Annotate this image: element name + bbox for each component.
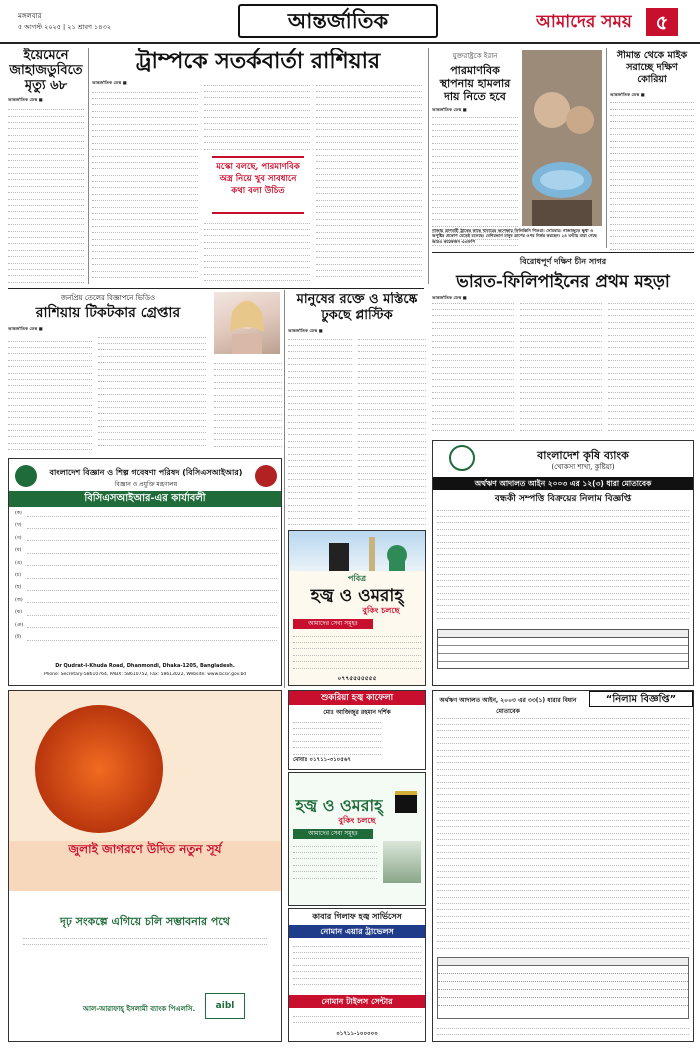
kicker-india-ph: বিরোধপূর্ণ দক্ষিণ চীন সাগর (519, 257, 607, 266)
kaaba-image (289, 531, 425, 571)
body-india-c3 (608, 298, 694, 434)
col-rule (606, 48, 607, 248)
ad-kaba-noman (288, 908, 426, 1042)
ad-hajj-2 (288, 772, 426, 906)
bcsir-item: (চ) (15, 573, 277, 579)
ad-nilam-2 (432, 690, 694, 1042)
story-korea (610, 50, 694, 250)
headline-india-ph: ভারত-ফিলিপাইনের প্রথম মহড়া (456, 272, 670, 292)
gaza-caption-text: গাজায় ত্রাণবাহী ট্রাকের কাছে খাবারের অপেক্ষায় ফিলিস্তিনি শিশুরা। সোমবার। গাজাজুড়ে ক্ষুধা ও অপুষ্টির প্রকোপ বেড়েই চলেছে। বেশিরভাগ মানুষ ত্রাণের ওপর নির্ভর করছেন। ২৪ ঘণ্টায় মারা গেছে আরও কয়েকজন এএফপি (432, 228, 597, 244)
noman-travels: নোমান এয়ার ট্রাভেলস (289, 925, 425, 938)
ad-bcsir (8, 458, 282, 686)
noman-details (293, 1011, 421, 1031)
bcsir-item: (ঝ) (15, 610, 277, 616)
noman-tiles: নোমান টাইলস সেন্টার (289, 995, 425, 1008)
nilam2-footer (437, 1023, 689, 1039)
shukria-phone: মোবাঃ ০১৭১১-৩১০৫৬৭ (293, 757, 351, 763)
story-russia-tiktok (8, 292, 282, 454)
bcsir-item: (ঘ) (15, 548, 277, 554)
body-trump-c2 (204, 80, 310, 150)
story-trump (92, 48, 424, 284)
aibl-logo: aibl (205, 993, 245, 1019)
headline-plastic: মানুষের রক্তে ও মস্তিষ্কে ঢুকছে প্লাস্টিক (296, 292, 418, 323)
byline-iran: আন্তর্জাতিক ডেস্ক ■ (432, 107, 467, 112)
masthead (0, 0, 700, 44)
headline-korea: সীমান্ত থেকে মাইক সরাচ্ছে দক্ষিণ কোরিয়া (616, 50, 688, 85)
krishi-logo (449, 445, 475, 471)
ad-al-arafah (8, 690, 282, 1042)
krishi-law: অর্থঋণ আদালত আইন ২০০৩ এর ১২(৩) ধারা মোতাবেক (433, 477, 693, 490)
byline-plastic: আন্তর্জাতিক ডেস্ক ■ (288, 328, 323, 333)
shukria-details (293, 717, 381, 755)
body-trump-c1 (92, 87, 198, 282)
ad-krishi-bank (432, 440, 694, 686)
hajj2-sub: বুকিং চলছে (338, 816, 376, 825)
bcsir-phone: Phone: Secretary-58610764, PABX: 58610752, Fax: 58613022, Website: www.bcsir.gov.bd (43, 672, 247, 677)
body-plastic-c2 (358, 334, 426, 548)
story-plastic (288, 292, 426, 550)
headline-trump: ট্রাম্পকে সতর্কবার্তা রাশিয়ার (135, 48, 381, 74)
body-korea (610, 98, 694, 250)
hajj2-services (293, 841, 377, 881)
mosque-illustration (289, 531, 425, 571)
krishi-body (437, 505, 689, 625)
tiktoker-photo (214, 292, 280, 354)
headline-russia: রাশিয়ায় টিকটকার গ্রেপ্তার (35, 305, 181, 321)
hajj2-title: হজ্ব ও ওমরাহ্ (295, 796, 383, 815)
arafah-slogan: জুলাই জাগরণে উদিত নতুন সূর্য (68, 842, 222, 856)
bcsir-item: (জ) (15, 598, 277, 604)
ad-shukria (288, 690, 426, 770)
byline-india-ph: আন্তর্জাতিক ডেস্ক ■ (432, 295, 467, 300)
hajj2-tag: আমাদের সেবা সমূহঃ (293, 829, 373, 839)
pullquote-text: মস্কো বলছে, পারমাণবিক অস্ত্র নিয়ে খুব সাবধানে কথা বলা উচিত (216, 162, 300, 196)
hajj1-services (293, 631, 421, 671)
bcsir-item: (ছ) (15, 585, 277, 591)
gaza-photo (522, 50, 602, 226)
bcsir-ministry: বিজ্ঞান ও প্রযুক্তি মন্ত্রণালয় (114, 481, 178, 488)
bcsir-address: Dr Qudrat-I-Khuda Road, Dhanmondi, Dhaka-1205, Bangladesh. (55, 663, 235, 669)
hajj1-title: হজ্ব ও ওমরাহ্ (310, 586, 404, 606)
bcsir-title: বিসিএসআইআর-এর কার্যাবলী (9, 491, 281, 507)
krishi-bank-name: বাংলাদেশ কৃষি ব্যাংক (537, 449, 629, 462)
arafah-tagline: দৃঢ় সংকল্পে এগিয়ে চলি সম্ভাবনার পথে (60, 915, 230, 928)
rising-sun-image (9, 691, 281, 891)
body-plastic-c1 (288, 334, 352, 548)
brand-logo: আমাদের সময় (536, 12, 632, 32)
pullquote-trump (212, 156, 304, 214)
byline-yemen: আন্তর্জাতিক ডেস্ক ■ (8, 97, 43, 102)
story-yemen (8, 48, 84, 284)
bcsir-item: (ঞ) (15, 623, 277, 629)
bcsir-item: (খ) (15, 523, 277, 529)
body-india-c2 (520, 298, 602, 434)
col-rule (284, 290, 285, 688)
krishi-branch: (খোকসা শাখা, কুষ্টিয়া) (551, 463, 615, 471)
page-number: ৫ (646, 8, 678, 36)
bcsir-items (15, 511, 277, 657)
body-trump-c2b (204, 218, 310, 282)
col-rule (88, 48, 89, 284)
byline-korea: আন্তর্জাতিক ডেস্ক ■ (610, 92, 645, 97)
hajj1-line1: পবিত্র (347, 574, 367, 583)
body-russia-c3 (214, 358, 282, 452)
byline-russia: আন্তর্জাতিক ডেস্ক ■ (8, 326, 43, 331)
body-yemen (8, 105, 84, 284)
arafah-body (23, 933, 267, 953)
headline-iran: পারমাণবিক স্থাপনায় হামলার দায় নিতে হবে (439, 64, 511, 103)
shukria-owner: মোঃ আজিজুর রহমান দর্শিক (323, 709, 391, 716)
header-day: মঙ্গলবার (18, 12, 42, 20)
body-trump-c3 (316, 80, 422, 282)
header-date: ৫ আগস্ট ২০২৫ | ২১ শ্রাবণ ১৪৩২ (18, 23, 111, 31)
section-rule (432, 252, 694, 253)
children-image (522, 50, 602, 226)
agent-photo (383, 841, 421, 883)
kaba-name: কাবার গিলাফ হজ্ব সার্ভিসেস (312, 912, 402, 921)
byline-trump: আন্তর্জাতিক ডেস্ক ■ (92, 80, 127, 85)
bcsir-org: বাংলাদেশ বিজ্ঞান ও শিল্প গবেষণা পরিষদ (বিসিএসআইআর) (49, 468, 243, 477)
krishi-table (437, 629, 689, 669)
bcsir-item: (ট) (15, 635, 277, 641)
hajj1-tag: আমাদের সেবা সমূহঃ (293, 619, 373, 629)
section-title-box (238, 4, 438, 38)
bcsir-item: (ক) (15, 511, 277, 517)
nilam2-title: “নিলাম বিজ্ঞপ্তি” (589, 691, 693, 707)
nilam2-law: অর্থঋণ আদালত আইন, ২০০৩ এর ৩৩(১) ধারার বিধান মোতাবেক (439, 697, 577, 715)
bcsir-item: (ঙ) (15, 561, 277, 567)
body-russia-c2 (98, 332, 206, 452)
kaba-phone: ০১৭১১-১০০০০০ (336, 1031, 378, 1037)
body-russia-c1 (8, 336, 92, 452)
kicker-russia: জনপ্রিয় তেলের বিজ্ঞাপনে ভিডিও (60, 294, 156, 302)
woman-portrait (214, 292, 280, 354)
story-iran (432, 50, 518, 248)
kaba-details (293, 941, 421, 989)
nilam2-body (437, 713, 689, 951)
section-title: আন্তর্জাতিক (287, 8, 389, 33)
gaza-caption (432, 228, 602, 250)
section-rule (8, 288, 424, 289)
hajj1-sub: বুকিং চলছে (362, 606, 400, 615)
nilam2-table (437, 957, 689, 1019)
shukria-name: শুকরিয়া হজ্ব কাফেলা (289, 691, 425, 705)
bcsir-logo (15, 465, 37, 487)
header-rule (0, 42, 700, 44)
kicker-iran: যুক্তরাষ্ট্রকে ইরান (452, 52, 498, 60)
story-india-ph (432, 256, 694, 436)
hajj1-phone: ০৭৭৫৫৫৫৫৫৫ (337, 675, 377, 682)
bdgov-logo (255, 465, 277, 487)
krishi-title: বন্ধকী সম্পত্তি বিক্রয়ের নিলাম বিজ্ঞপ্তি (494, 494, 632, 504)
ad-hajj-1 (288, 530, 426, 686)
kaaba-icon (395, 791, 417, 813)
col-rule (428, 48, 429, 284)
headline-yemen: ইয়েমেনে জাহাজডুবিতে মৃত্যু ৬৮ (9, 48, 83, 93)
bcsir-item: (গ) (15, 536, 277, 542)
arafah-bank: আল-আরাফাহ্ ইসলামী ব্যাংক পিএলসি. (82, 1005, 196, 1013)
body-india-c1 (432, 298, 514, 434)
